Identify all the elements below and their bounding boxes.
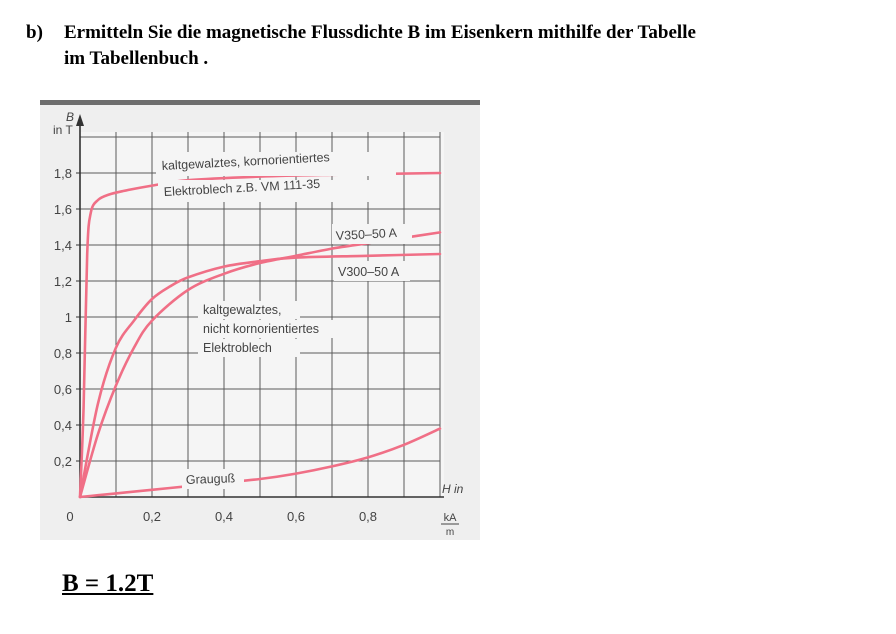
- x-axis-unit-numerator: kA: [443, 512, 457, 524]
- x-axis-unit-denominator: m: [445, 527, 455, 538]
- y-tick-label: 1,8: [53, 166, 72, 181]
- y-tick-label: 0,8: [53, 346, 72, 361]
- y-tick-label: 0,2: [53, 454, 72, 469]
- y-tick-label: 0,4: [53, 418, 72, 433]
- x-tick-label: 0,2: [142, 509, 162, 524]
- x-tick-label: 0,4: [214, 509, 234, 524]
- y-tick-label: 1,4: [53, 238, 72, 253]
- y-axis-unit-label: in T: [53, 123, 73, 137]
- answer-text: B = 1.2T: [62, 570, 154, 597]
- question-text: [26, 20, 876, 72]
- question-line-2: im Tabellenbuch .: [64, 48, 209, 69]
- chart-top-bar: [40, 100, 480, 105]
- y-tick-label: 1,6: [53, 202, 72, 217]
- annotation-nicht-kornorientiert-line1: kaltgewalztes,: [203, 303, 282, 317]
- annotation-v300: V300–50 A: [338, 265, 400, 279]
- x-tick-label: 0,6: [286, 509, 306, 524]
- origin-label: 0: [66, 509, 74, 524]
- annotation-nicht-kornorientiert-line3: Elektroblech: [203, 341, 272, 355]
- chart-figure: [40, 100, 480, 540]
- question-label: b): [26, 22, 43, 43]
- annotation-grauguss: Grauguß: [185, 471, 236, 487]
- annotation-kornorientiert-line1: kaltgewalztes, kornorientiertes: [161, 150, 331, 173]
- y-axis-label: B: [66, 110, 75, 124]
- y-tick-label: 1: [64, 310, 72, 325]
- question-line-1: Ermitteln Sie die magnetische Flussdichte B im Eisenkern mithilfe der Tabelle: [64, 22, 696, 43]
- bh-curve-chart: [40, 100, 480, 540]
- x-axis-label: H in: [442, 482, 464, 496]
- annotation-v350: V350–50 A: [335, 225, 398, 243]
- annotation-kornorientiert-line2: Elektroblech z.B. VM 111-35: [163, 176, 321, 199]
- y-tick-label: 1,2: [53, 274, 72, 289]
- annotation-nicht-kornorientiert-line2: nicht kornorientiertes: [203, 322, 320, 336]
- y-tick-label: 0,6: [53, 382, 72, 397]
- x-tick-label: 0,8: [358, 509, 378, 524]
